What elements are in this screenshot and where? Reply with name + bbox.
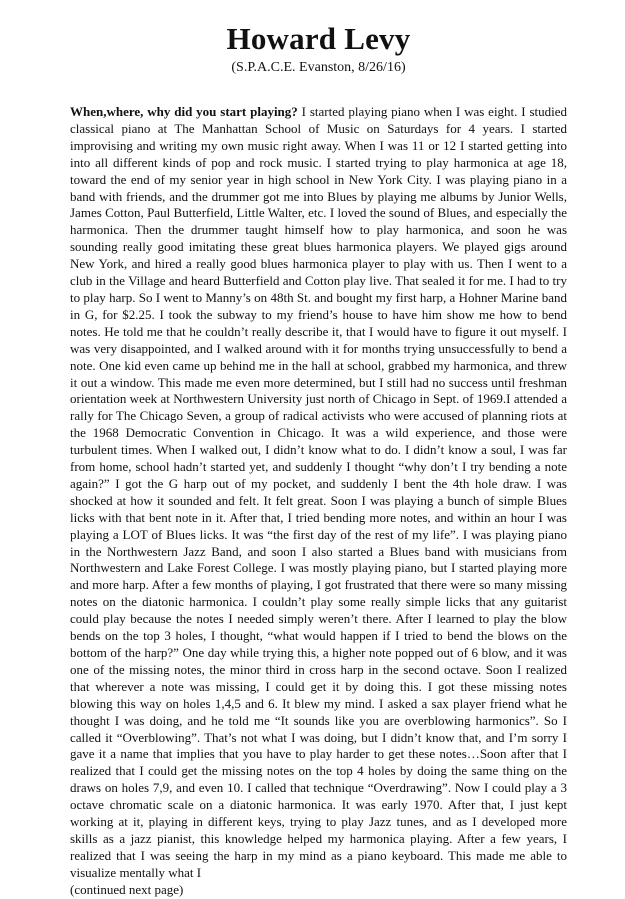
interview-answer: I started playing piano when I was eight. I studied classical piano at The Manhattan School of Music on Saturdays for 4 years. I started improvising and writing my own music right away. When I was 11 or 12 I started getting into into all different kinds of pop and rock music. I started trying to play harmonica at age 18, toward the end of my senior year in high school in New York City. I was playing piano in a band with friends, and the drummer got me into Blues by playing me albums by Junior Wells, James Cotton, Paul Butterfield, Little Walter, etc. I loved the sound of Blues, and especially the harmonica. Then the drummer taught himself how to play harmonica, and soon he was sounding really good imitating these great blues harmonica players. We played gigs around New York, and hired a really good blues harmonica player to play with us. Then I went to a club in the Village and heard Butterfield and Cotton play live. That sealed it for me. I had to try to play harp. So I went to Manny’s on 48th St. and bought my first harp, a Hohner Marine band in G, for $2.25. I took the subway to my friend’s house to have him show me how to bend notes. He told me that he couldn’t really describe it, that I would have to figure it out myself. I was very disappointed, and I walked around with it for months trying unsuccessfully to bend a note. One kid even came up behind me in the hall at school, grabbed my harmonica, and threw it out a window. This made me even more determined, but I still had no success until freshman orientation week at Northwestern University just north of Chicago in Sept. of 1969.I attended a rally for The Chicago Seven, a group of radical activists who were accused of planning riots at the 1968 Democratic Convention in Chicago. It was a wild experience, and those were turbulent times. When I walked out, I didn’t know what to do. I didn’t know a soul, I was far from home, school hadn’t started yet, and suddenly I thought “why don’t I try bending a note again?” I got the G harp out of my pocket, and suddenly I bent the 4th hole draw. I was shocked at how it sounded and felt. It felt great. Soon I was playing a bunch of simple Blues licks with that bent note in it. After that, I tried bending more notes, and within an hour I was playing a LOT of Blues licks. It was “the first day of the rest of my life”. I was playing piano in the Northwestern Jazz Band, and soon I also started a Blues band with musicians from Northwestern and Lake Forest College. I was mostly playing piano, but I started playing more and more harp. After a few months of playing, I got frustrated that there were so many missing notes on the diatonic harmonica. I couldn’t play some really simple licks that any guitarist could play because the notes I needed simply weren’t there. After I learned to play the blow bends on the top 3 holes, I thought, “what would happen if I tried to bend the blows on the bottom of the harp?” One day while trying this, a higher note popped out of 6 blow, and it was one of the missing notes, the minor third in cross harp in the second octave. Soon I realized that wherever a note was missing, I could get it by doing this. I got these missing notes blowing this way on holes 1,4,5 and 6. It blew my mind. I asked a sax player friend what he thought I was doing, and he told me “It sounds like you are overblowing harmonics”. So I called it “Overblowing”. That’s not what I was doing, but I didn’t know that, and I’m sorry I gave it a name that implies that you have to play harder to get these notes…Soon after that I realized that I could get the missing notes on the top 4 holes by doing the same thing on the draws on holes 7,9, and even 10. I called that technique “Overdrawing”. Now I could play a 3 octave chromatic scale on a diatonic harmonica. It was early 1970. After that, I just kept working at it, playing in different keys, trying to play Jazz tunes, and as I developed more skills as a jazz pianist, this knowledge helped my harmonica playing. After a few years, I realized that I was seeing the harp in my mind as a piano keyboard. This made me able to visualize mentally what I [70, 104, 568, 880]
continued-note: (continued next page) [70, 881, 184, 897]
interview-question: When,where, why did you start playing? [70, 104, 298, 119]
page-title: Howard Levy [226, 21, 411, 56]
article-body [70, 104, 567, 899]
page-subtitle: (S.P.A.C.E. Evanston, 8/26/16) [231, 60, 406, 75]
